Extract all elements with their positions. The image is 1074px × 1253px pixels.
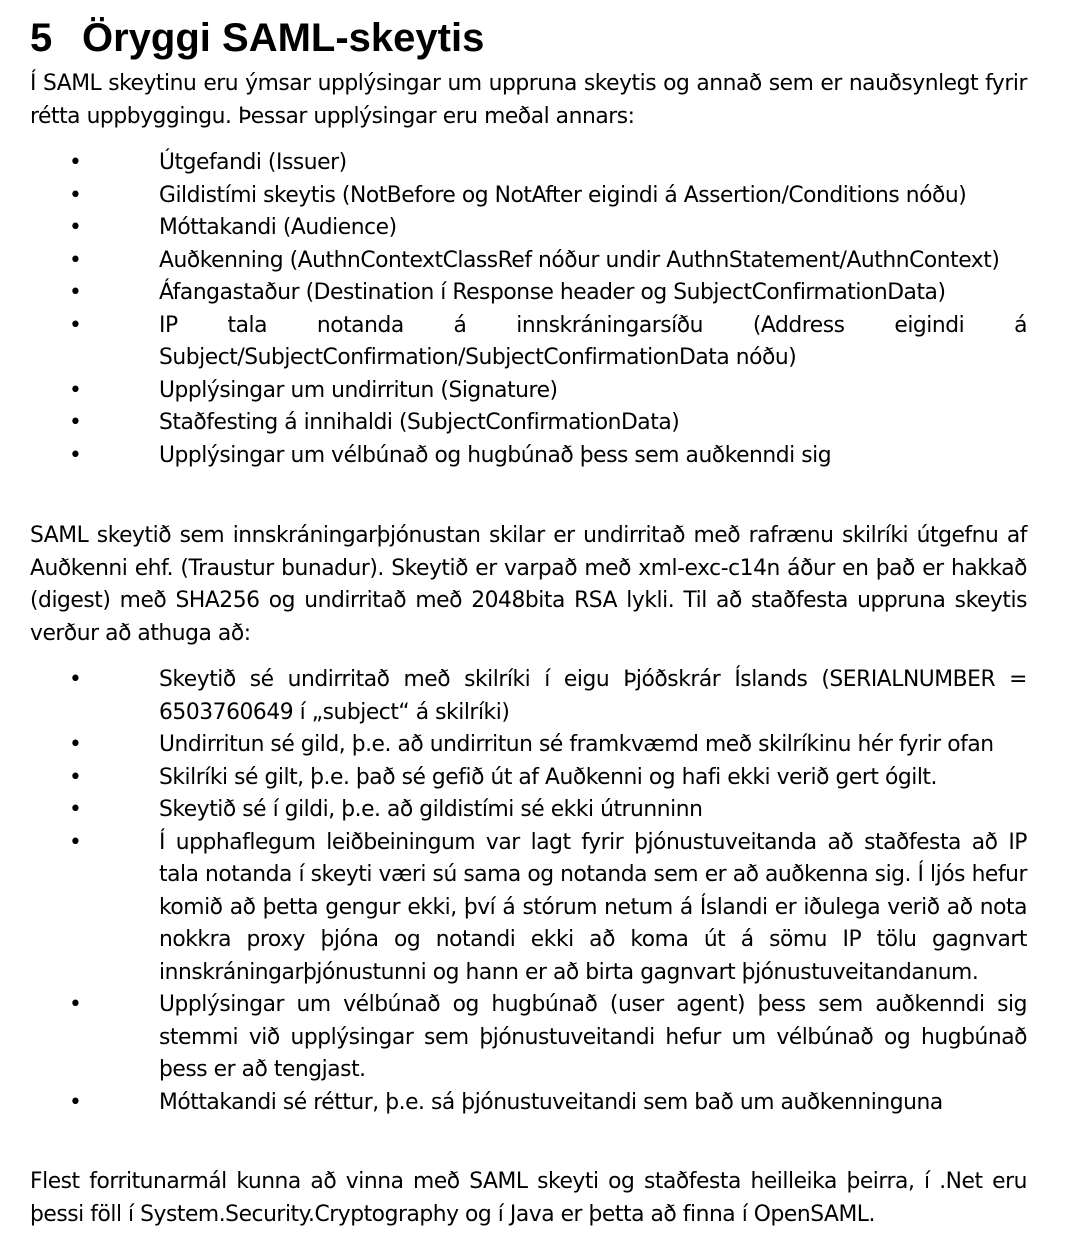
bullet-icon: • [69,410,82,435]
list-item [30,180,1027,213]
list-item [30,762,1027,795]
list-item [30,310,1027,375]
list-item [30,277,1027,310]
list-item-text: Undirritun sé gild, þ.e. að undirritun sé framkvæmd með skilríkinu hér fyrir ofan [159,732,994,757]
list-item [30,794,1027,827]
list-item [30,212,1027,245]
list-item-text: Móttakandi (Audience) [159,215,397,240]
saml-info-list [30,147,1027,472]
list-item-text: Upplýsingar um vélbúnað og hugbúnað þess sem auðkenndi sig [159,442,832,468]
list-item-text: Skeytið sé í gildi, þ.e. að gildistími sé ekki útrunninn [159,797,703,822]
bullet-icon: • [69,182,82,208]
bullet-icon: • [69,377,82,403]
bullet-icon: • [69,829,82,855]
list-item-text: Upplýsingar um vélbúnað og hugbúnað (user agent) þess sem auðkenndi sig stemmi við upplýsingar sem þjónustuveitandi hefur um vélbúnað og hugbúnað þess er að tengjast. [159,992,1027,1082]
section-heading [30,10,1027,66]
spacer [30,488,1027,520]
bullet-icon: • [69,442,82,468]
bullet-icon: • [69,1089,82,1115]
list-item-text: Í upphaflegum leiðbeiningum var lagt fyrir þjónustuveitanda að staðfesta að IP tala notanda í skeyti væri sú sama og notanda sem er að auðkenna sig. Í ljós hefur komið að þetta gengur ekki, því á stórum netum á Íslandi er iðulega verið að nota nokkra proxy þjóna og notandi ekki að koma út á sömu IP tölu gagnvart innskráningarþjónustunni og hann er að birta gagnvart þjónustuveitandanum. [159,829,1027,985]
bullet-icon: • [69,312,82,338]
list-item-text: Gildistími skeytis (NotBefore og NotAfter eigindi á Assertion/Conditions nóðu) [159,182,967,208]
closing-paragraph: Flest forritunarmál kunna að vinna með SAML skeyti og staðfesta heilleika þeirra, í .Net eru þessi föll í System.Security.Cryptography og í Java er þetta að finna í OpenSAML. [30,1169,1027,1227]
list-item-text: Auðkenning (AuthnContextClassRef nóður undir AuthnStatement/AuthnContext) [159,247,1000,273]
list-item-text: Útgefandi (Issuer) [159,150,347,175]
list-item-text: Staðfesting á innihaldi (SubjectConfirmationData) [159,410,680,435]
bullet-icon: • [69,797,82,822]
list-item [30,1087,1027,1120]
section-number: 5 [30,16,53,60]
bullet-icon: • [69,764,82,790]
verification-list [30,664,1027,1119]
list-item-text: Móttakandi sé réttur, þ.e. sá þjónustuveitandi sem bað um auðkenninguna [159,1089,943,1115]
section-title: Öryggi SAML-skeytis [82,16,485,60]
list-item [30,729,1027,762]
list-item-text: Áfangastaður (Destination í Response header og SubjectConfirmationData) [159,280,946,305]
list-item [30,827,1027,990]
list-item-text: Skilríki sé gilt, þ.e. það sé gefið út af Auðkenni og hafi ekki verið gert ógilt. [159,764,937,790]
intro-paragraph: Í SAML skeytinu eru ýmsar upplýsingar um uppruna skeytis og annað sem er nauðsynlegt fyrir rétta uppbyggingu. Þessar upplýsingar eru meðal annars: [30,71,1027,129]
document-page [30,10,1027,1231]
bullet-icon: • [69,150,82,175]
list-item [30,440,1027,473]
bullet-icon: • [69,732,82,757]
list-item [30,989,1027,1087]
signature-paragraph: SAML skeytið sem innskráningarþjónustan skilar er undirritað með rafrænu skilríki útgefnu af Auðkenni ehf. (Traustur bunadur). Skeytið er varpað með xml-exc-c14n áður en það er hakkað (digest) með SHA256 og undirritað með 2048bita RSA lykli. Til að staðfesta uppruna skeytis verður að athuga að: [30,523,1027,646]
list-item [30,147,1027,180]
bullet-icon: • [69,247,82,273]
bullet-icon: • [69,667,82,692]
list-item-text: Upplýsingar um undirritun (Signature) [159,377,558,403]
list-item [30,375,1027,408]
bullet-icon: • [69,992,82,1017]
bullet-icon: • [69,280,82,305]
list-item-text: IP tala notanda á innskráningarsíðu (Address eigindi á Subject/SubjectConfirmation/SubjectConfirmationData nóðu) [159,312,1027,370]
list-item [30,407,1027,440]
list-item [30,664,1027,729]
list-item-text: Skeytið sé undirritað með skilríki í eigu Þjóðskrár Íslands (SERIALNUMBER = 6503760649 í „subject“ á skilríki) [159,667,1027,725]
list-item [30,245,1027,278]
bullet-icon: • [69,215,82,240]
spacer [30,1134,1027,1166]
